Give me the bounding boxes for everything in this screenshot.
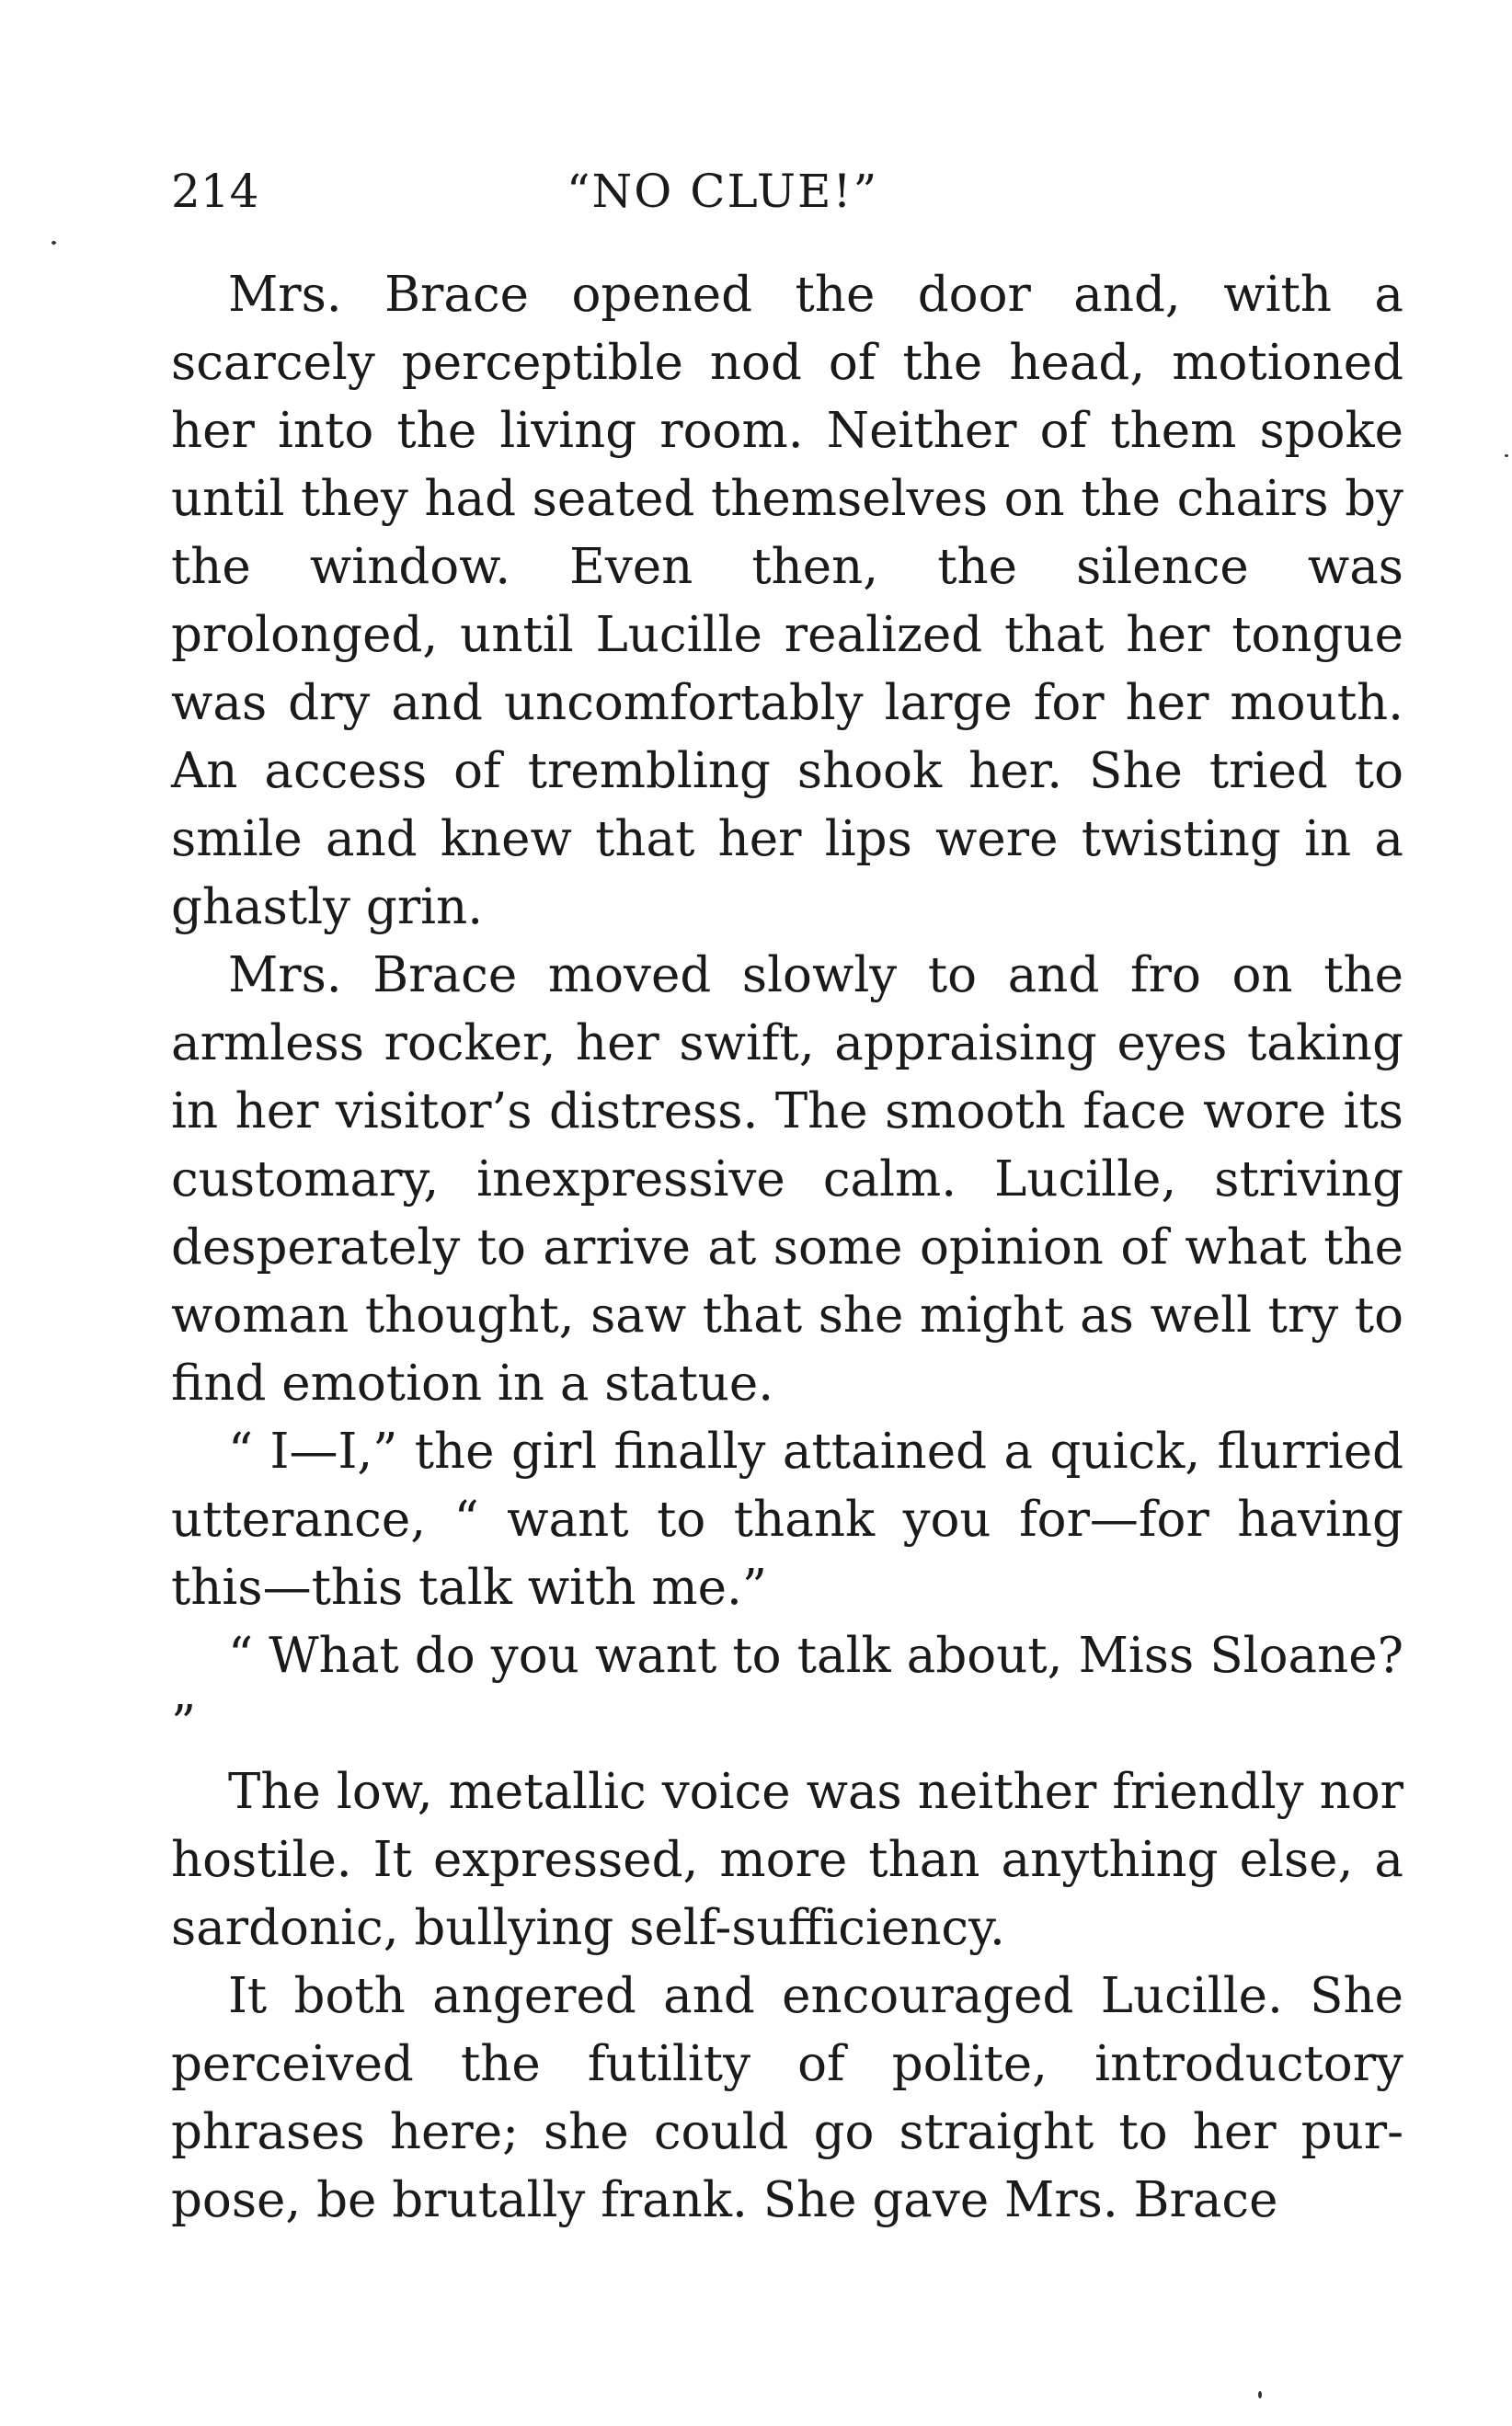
paragraph: “ What do you want to talk about, Miss Sloane? ” <box>171 1628 1403 1752</box>
page-header <box>171 164 1403 228</box>
paragraph: “ I—I,” the girl finally attained a quick, flurried utterance, “ want to thank you for—for having this—this talk with me.” <box>171 1424 1403 1616</box>
paragraph: The low, metallic voice was neither friendly nor hostile. It expressed, more than anything else, a sardonic, bullying self-sufficiency. <box>171 1764 1403 1956</box>
paragraph: Mrs. Brace moved slowly to and fro on the armless rocker, her swift, appraising eyes taking in her visitor’s distress. The smooth face wore its customary, inexpressive calm. Lucille, striving desperately to arrive at some opinion of what the woman thought, saw that she might as well try to find emotion in a statue. <box>171 947 1403 1412</box>
print-speck <box>1505 454 1508 457</box>
page-number: 214 <box>171 165 259 218</box>
body-text <box>171 261 1403 2235</box>
paragraph: Mrs. Brace opened the door and, with a scarcely perceptible nod of the head, motioned her into the living room. Neither of them spoke until they had seated themselves on the chairs by the window. Even then, the silence was prolonged, until Lucille realized that her tongue was dry and uncomfortably large for her mouth. An access of trembling shook her. She tried to smile and knew that her lips were twisting in a ghastly grin. <box>171 267 1403 935</box>
running-title: “NO CLUE!” <box>567 165 879 218</box>
print-speck <box>52 241 56 245</box>
paragraph: It both angered and encouraged Lucille. She perceived the futility of polite, introductory phrases here; she could go straight to her purpose, be brutally frank. She gave Mrs. Brace <box>171 1968 1403 2228</box>
print-speck <box>1258 2391 1262 2398</box>
